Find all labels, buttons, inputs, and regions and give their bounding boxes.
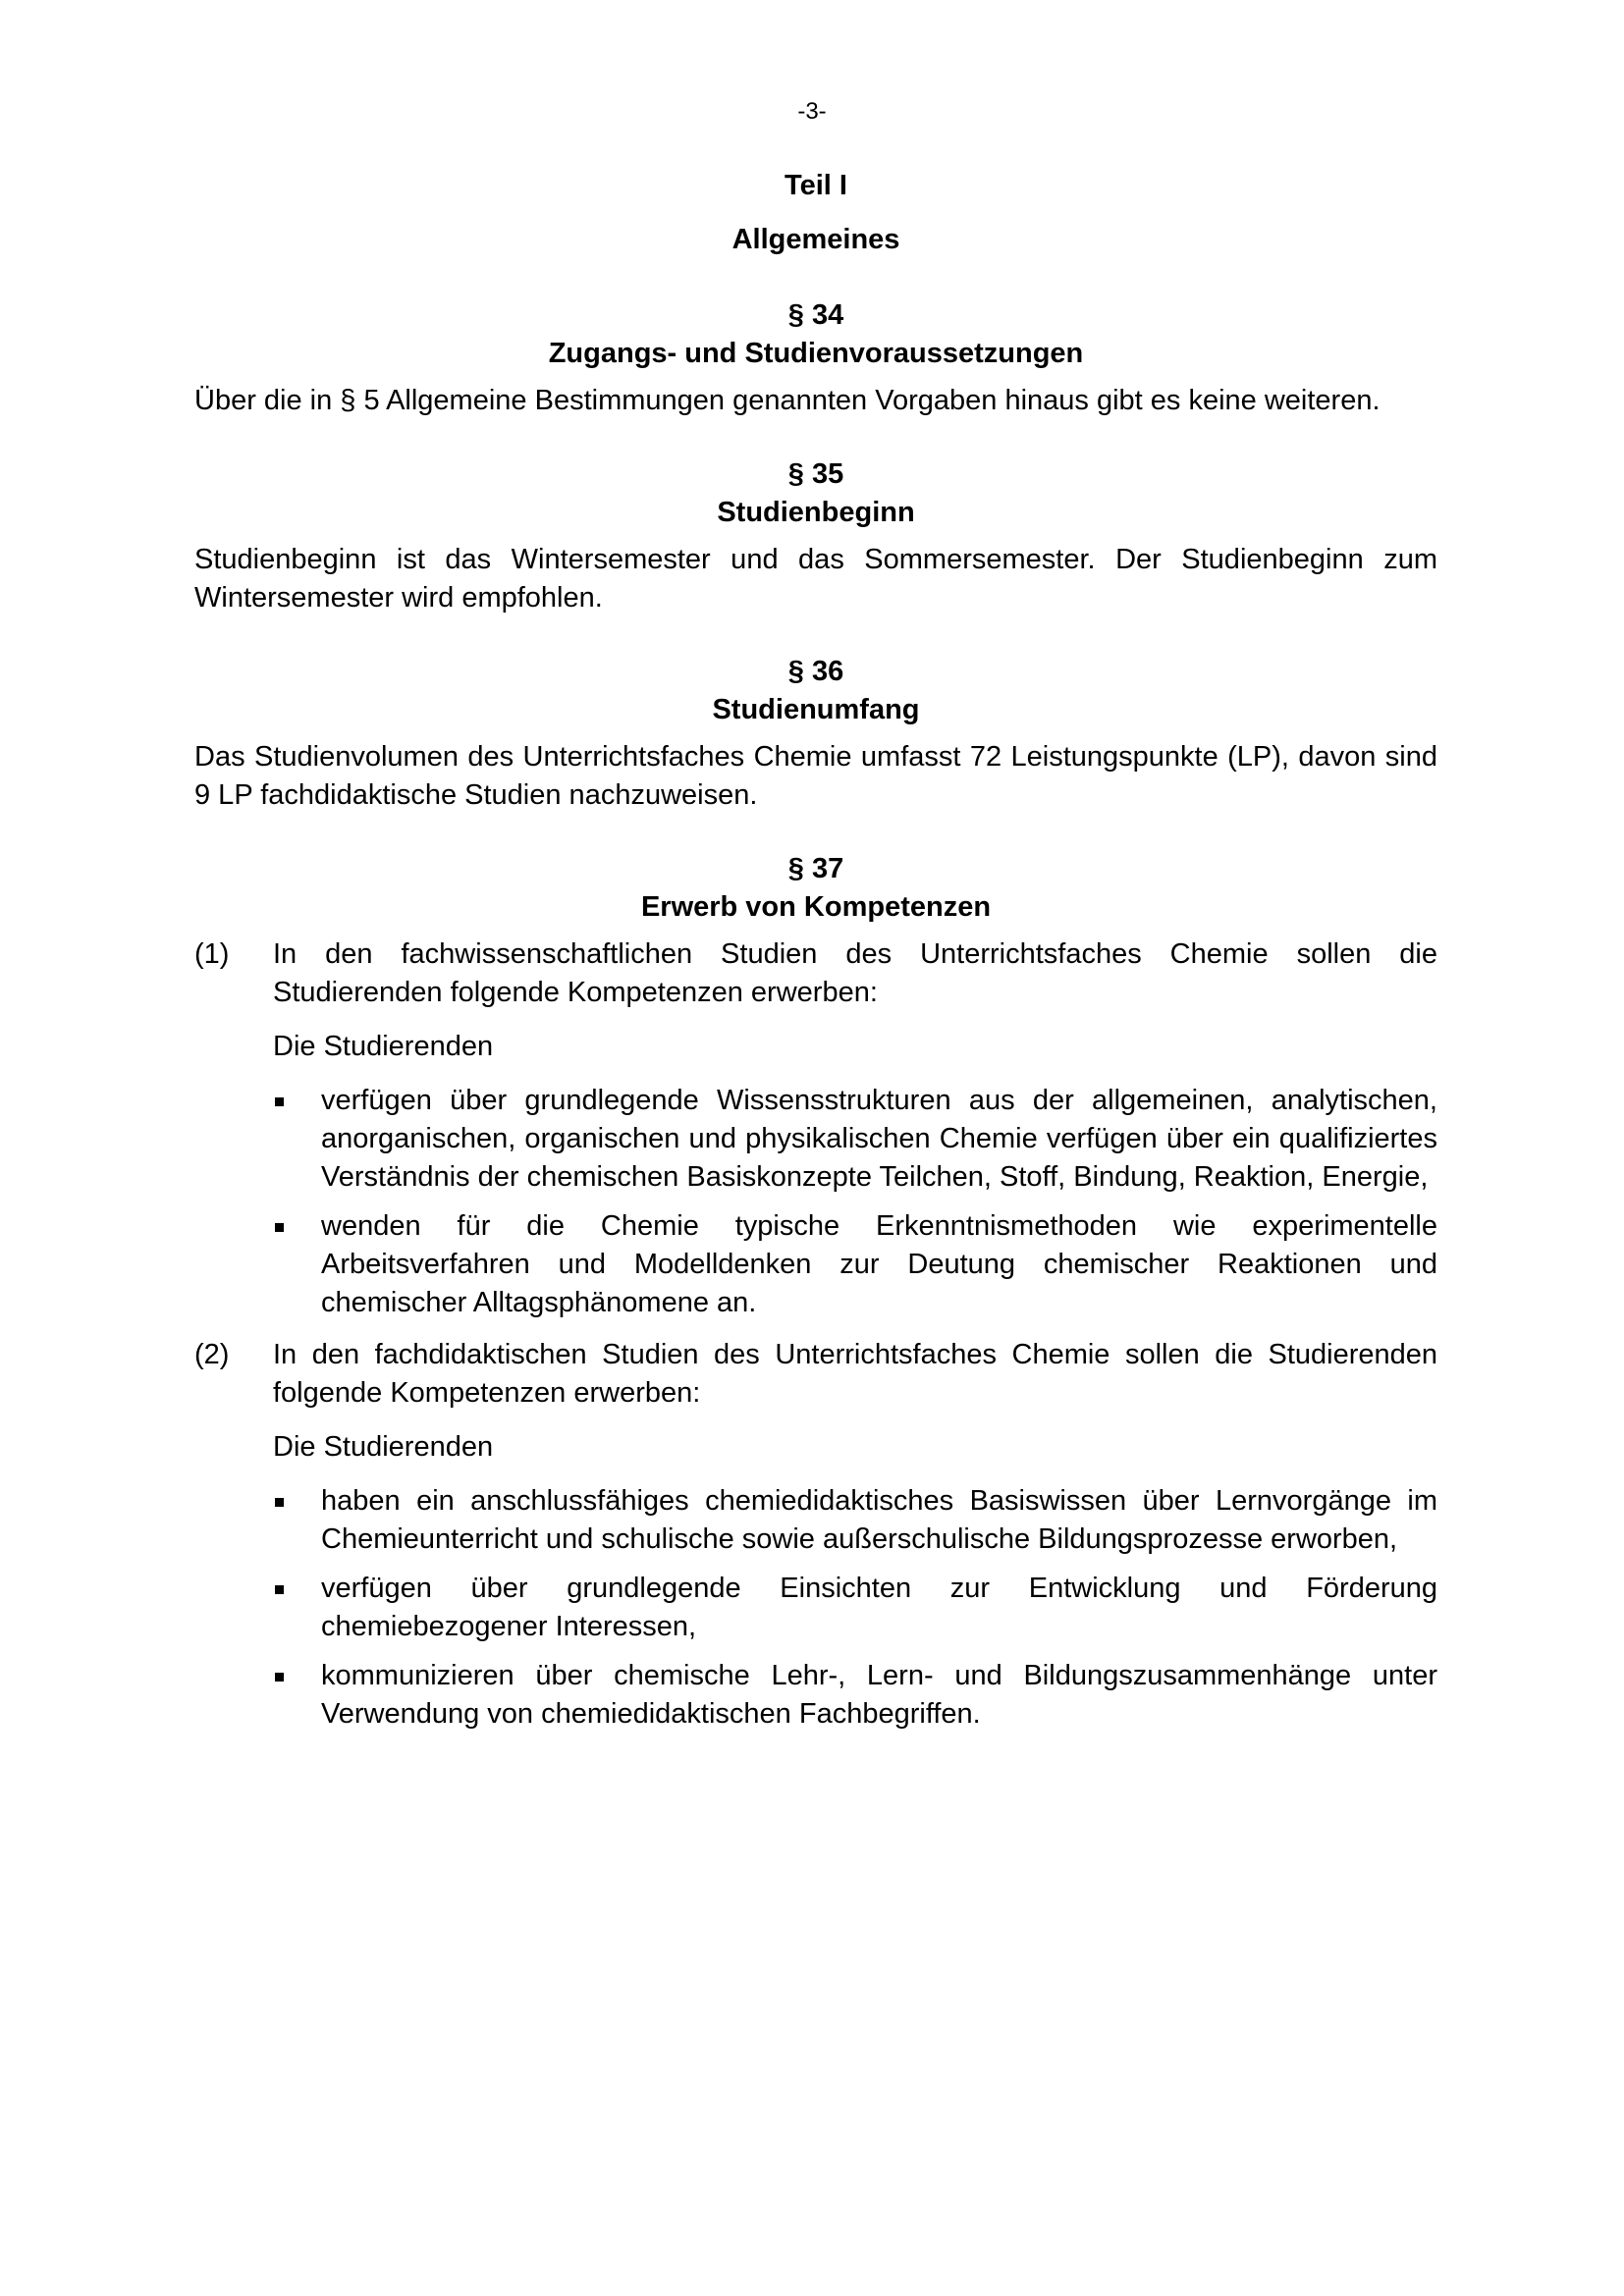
numbered-item-1 — [194, 935, 1437, 1322]
list-item-text: haben ein anschlussfähiges chemiedidaktisches Basiswissen über Lernvorgänge im Chemieunterricht und schulische sowie außerschulische Bildungsprozesse erworben, — [321, 1485, 1437, 1555]
section-title: Studienbeginn — [717, 497, 915, 528]
square-bullet-icon — [275, 1223, 284, 1232]
section-text: Über die in § 5 Allgemeine Bestimmungen genannten Vorgaben hinaus gibt es keine weiteren. — [194, 385, 1380, 416]
list-item — [273, 1482, 1437, 1559]
section-number: § 36 — [787, 656, 844, 687]
item-number: (2) — [194, 1339, 230, 1370]
section-36 — [194, 653, 1437, 815]
section-text: Das Studienvolumen des Unterrichtsfaches Chemie umfasst 72 Leistungspunkte (LP), davon sind 9 LP fachdidaktische Studien nachzuweisen. — [194, 741, 1437, 811]
item-intro: Die Studierenden — [273, 1031, 494, 1062]
section-number: § 37 — [787, 853, 844, 884]
part-title: Teil I — [785, 170, 847, 201]
section-37 — [194, 850, 1437, 1734]
list-item — [273, 1207, 1437, 1322]
list-item — [273, 1082, 1437, 1197]
section-text: Studienbeginn ist das Wintersemester und das Sommersemester. Der Studienbeginn zum Wintersemester wird empfohlen. — [194, 544, 1437, 614]
page-number: -3- — [797, 98, 827, 125]
part-subtitle: Allgemeines — [731, 224, 900, 255]
item-text: In den fachwissenschaftlichen Studien des Unterrichtsfaches Chemie sollen die Studierenden folgende Kompetenzen erwerben: — [273, 938, 1437, 1008]
item-text: In den fachdidaktischen Studien des Unterrichtsfaches Chemie sollen die Studierenden folgende Kompetenzen erwerben: — [273, 1339, 1437, 1409]
section-35 — [194, 455, 1437, 617]
square-bullet-icon — [275, 1585, 284, 1594]
numbered-item-2 — [194, 1336, 1437, 1734]
list-item-text: verfügen über grundlegende Einsichten zur Entwicklung und Förderung chemiebezogener Interessen, — [321, 1573, 1437, 1642]
section-title: Studienumfang — [712, 694, 920, 725]
section-number: § 35 — [787, 458, 844, 490]
item-intro: Die Studierenden — [273, 1431, 494, 1463]
section-title: Zugangs- und Studienvoraussetzungen — [548, 338, 1084, 369]
list-item-text: wenden für die Chemie typische Erkenntnismethoden wie experimentelle Arbeitsverfahren und Modelldenken zur Deutung chemischer Reaktionen und chemischer Alltagsphänomene an. — [321, 1210, 1437, 1318]
item-number: (1) — [194, 938, 230, 970]
bullet-list — [273, 1082, 1437, 1322]
section-title: Erwerb von Kompetenzen — [640, 891, 992, 923]
square-bullet-icon — [275, 1097, 284, 1106]
square-bullet-icon — [275, 1498, 284, 1507]
section-number: § 34 — [787, 299, 844, 331]
list-item — [273, 1657, 1437, 1734]
square-bullet-icon — [275, 1673, 284, 1682]
bullet-list — [273, 1482, 1437, 1734]
page-content — [194, 167, 1437, 1734]
list-item-text: verfügen über grundlegende Wissensstrukturen aus der allgemeinen, analytischen, anorganischen, organischen und physikalischen Chemie verfügen über ein qualifiziertes Verständnis der chemischen Basiskonzepte Teilchen, Stoff, Bindung, Reaktion, Energie, — [321, 1085, 1437, 1193]
section-34 — [194, 296, 1437, 420]
list-item — [273, 1570, 1437, 1646]
list-item-text: kommunizieren über chemische Lehr-, Lern- und Bildungszusammenhänge unter Verwendung von chemiedidaktischen Fachbegriffen. — [321, 1660, 1437, 1730]
